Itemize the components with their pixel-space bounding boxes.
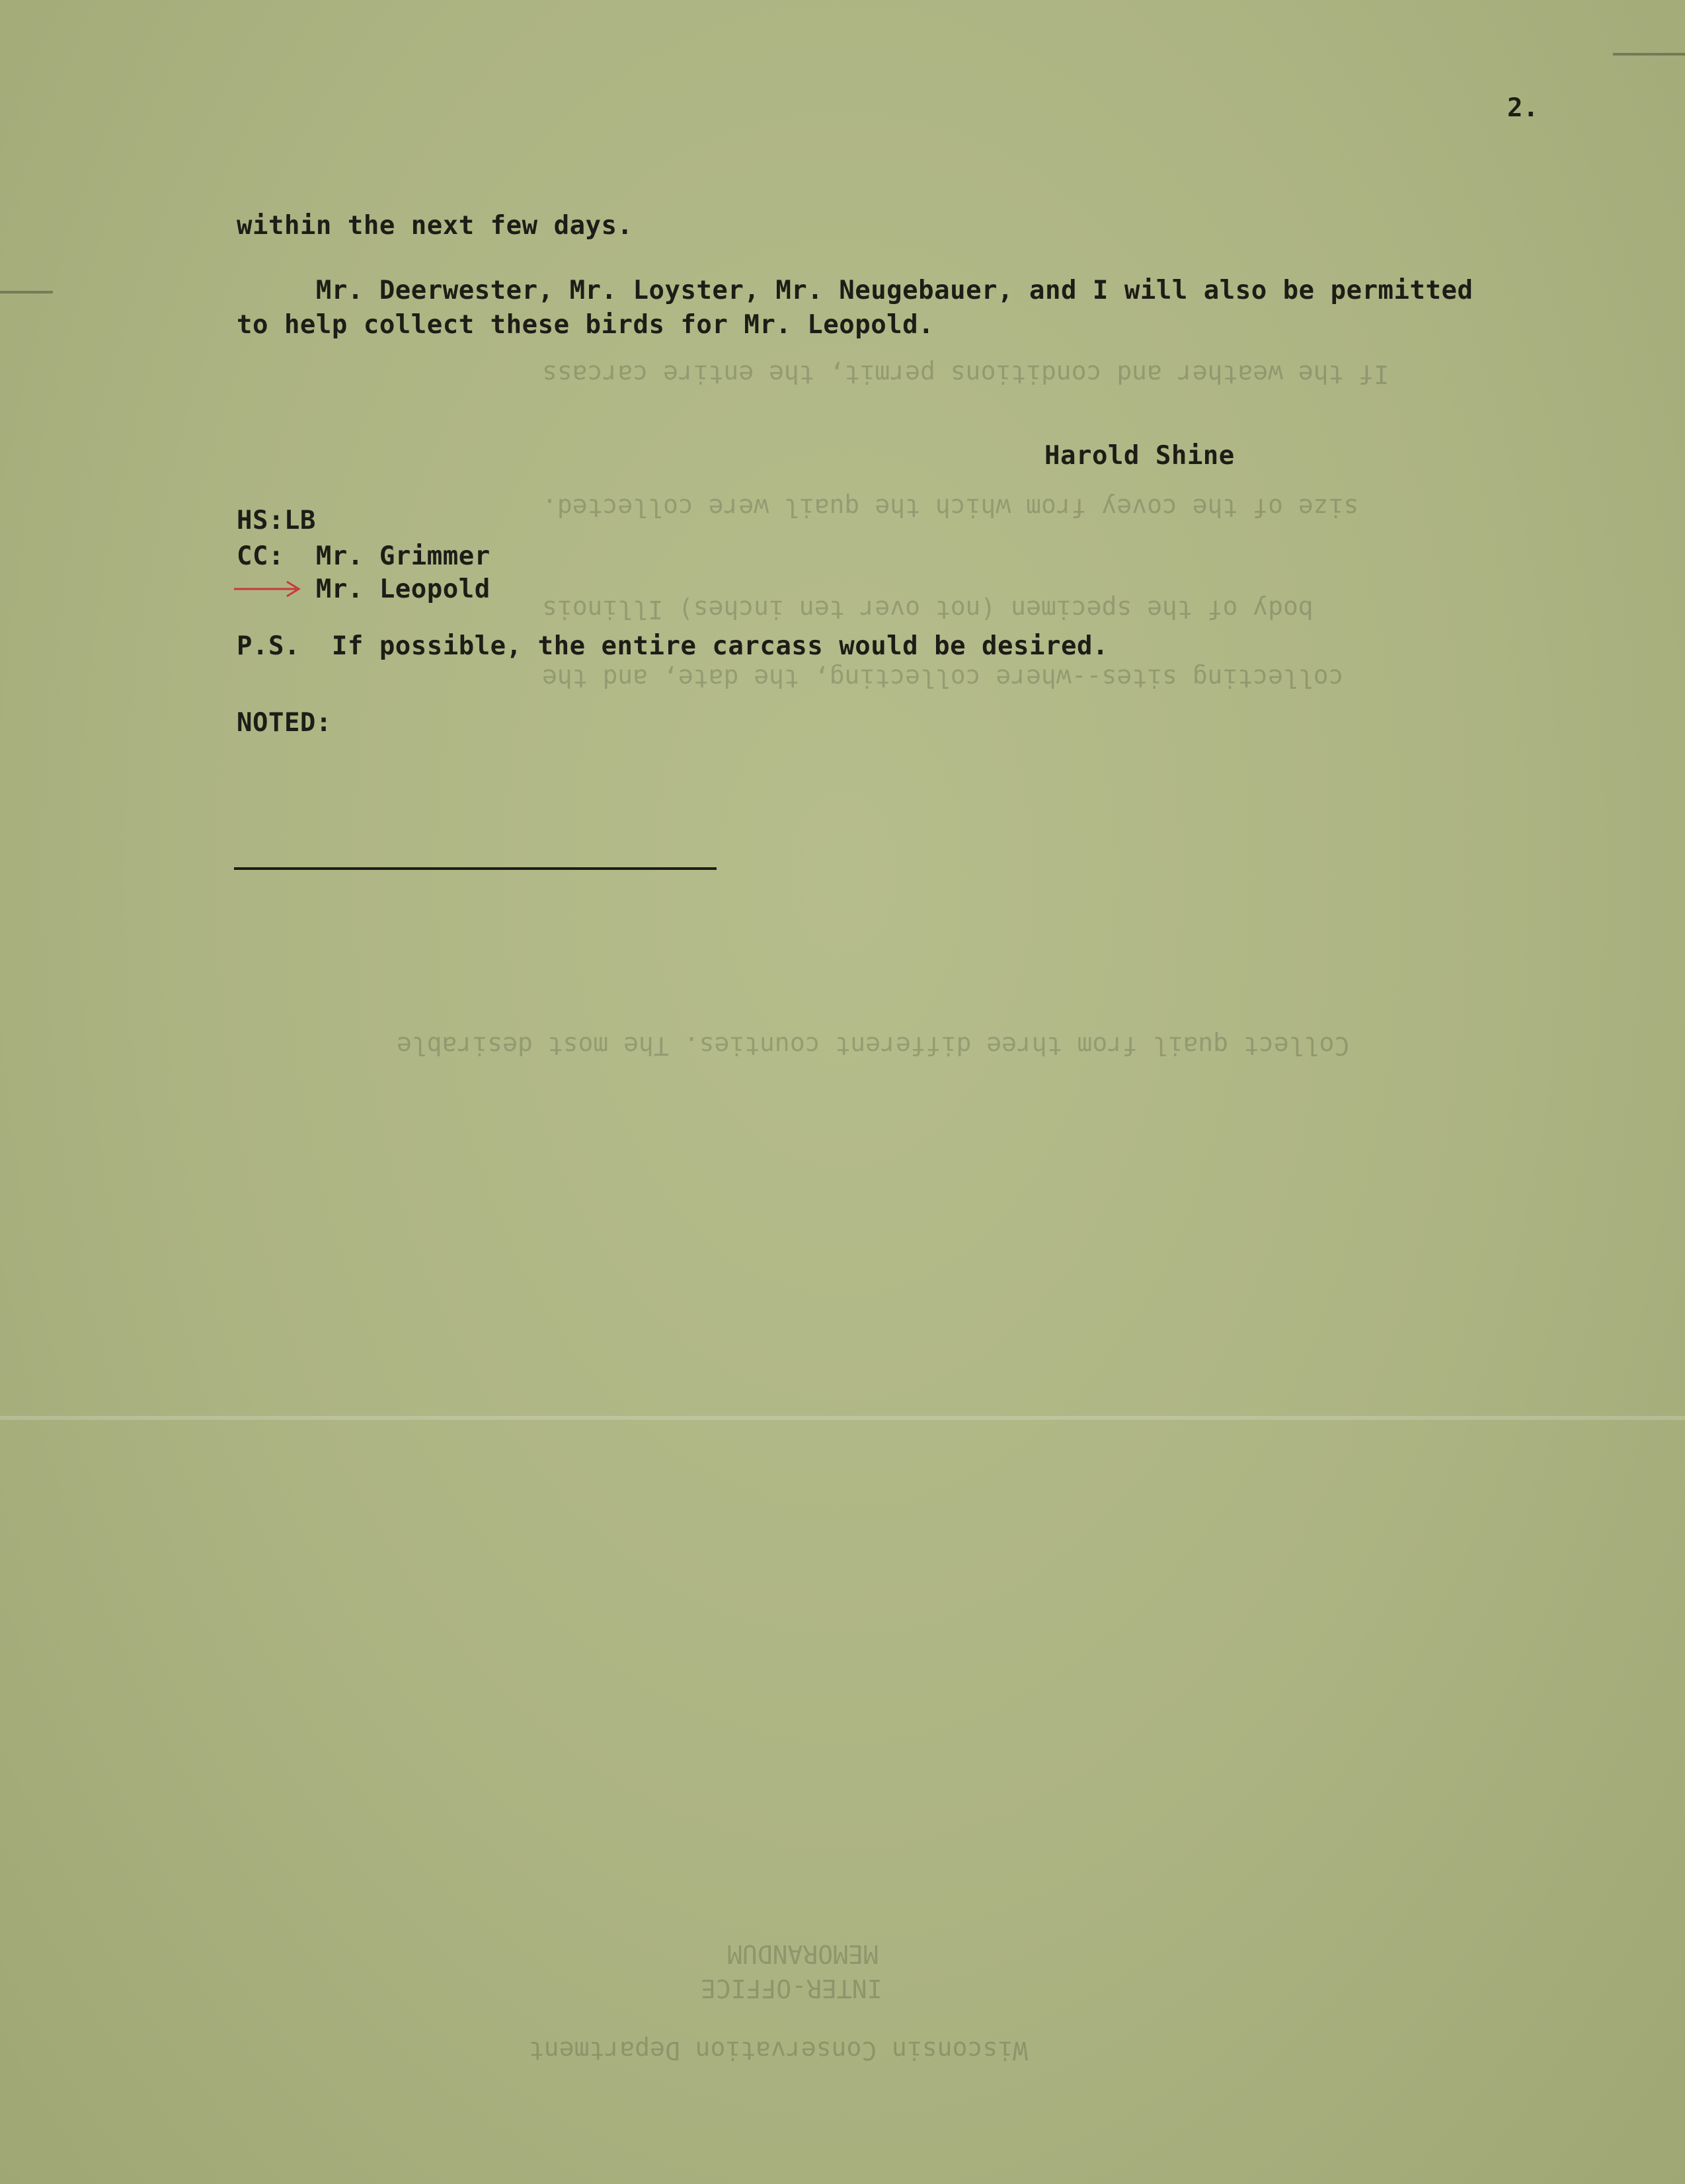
- signature-line: [234, 867, 717, 870]
- bleed-through-text: If the weather and conditions permit, the entire carcass: [542, 360, 1390, 389]
- bleed-through-text: MEMORANDUM: [727, 1939, 879, 1969]
- bleed-through-text: body of the specimen (not over ten inches) Illinois: [542, 595, 1313, 624]
- cc-recipient: Mr. Grimmer: [315, 541, 490, 571]
- typist-initials: HS:LB: [237, 506, 316, 535]
- edge-mark: [0, 291, 53, 293]
- bleed-through-text: collecting sites--where collecting, the date, and the: [542, 664, 1344, 693]
- postscript: P.S. If possible, the entire carcass would be desired.: [237, 631, 1109, 661]
- noted-label: NOTED:: [237, 708, 332, 738]
- bleed-through-text: Collect quail from three different counties. The most desirable: [397, 1031, 1350, 1060]
- signature-name: Harold Shine: [1044, 441, 1235, 471]
- cc-line: [237, 572, 490, 607]
- cc-recipient: Mr. Leopold: [315, 574, 490, 604]
- bleed-through-text: INTER-OFFICE: [701, 1974, 882, 2003]
- paper-fold-crease: [0, 1416, 1685, 1420]
- body-paragraph: [237, 274, 1473, 342]
- bleed-through-text: size of the covey from which the quail were collected.: [542, 493, 1359, 522]
- edge-mark: [1613, 53, 1685, 56]
- body-line-continued: within the next few days.: [237, 211, 633, 241]
- paragraph-line: Mr. Deerwester, Mr. Loyster, Mr. Neugebauer, and I will also be permitted: [237, 276, 1473, 305]
- bleed-through-text: Wisconsin Conservation Department: [529, 2036, 1028, 2065]
- page-number: 2.: [1507, 93, 1539, 123]
- paragraph-line: to help collect these birds for Mr. Leopold.: [237, 310, 935, 340]
- cc-line: [237, 539, 490, 574]
- cc-label: CC:: [237, 541, 284, 571]
